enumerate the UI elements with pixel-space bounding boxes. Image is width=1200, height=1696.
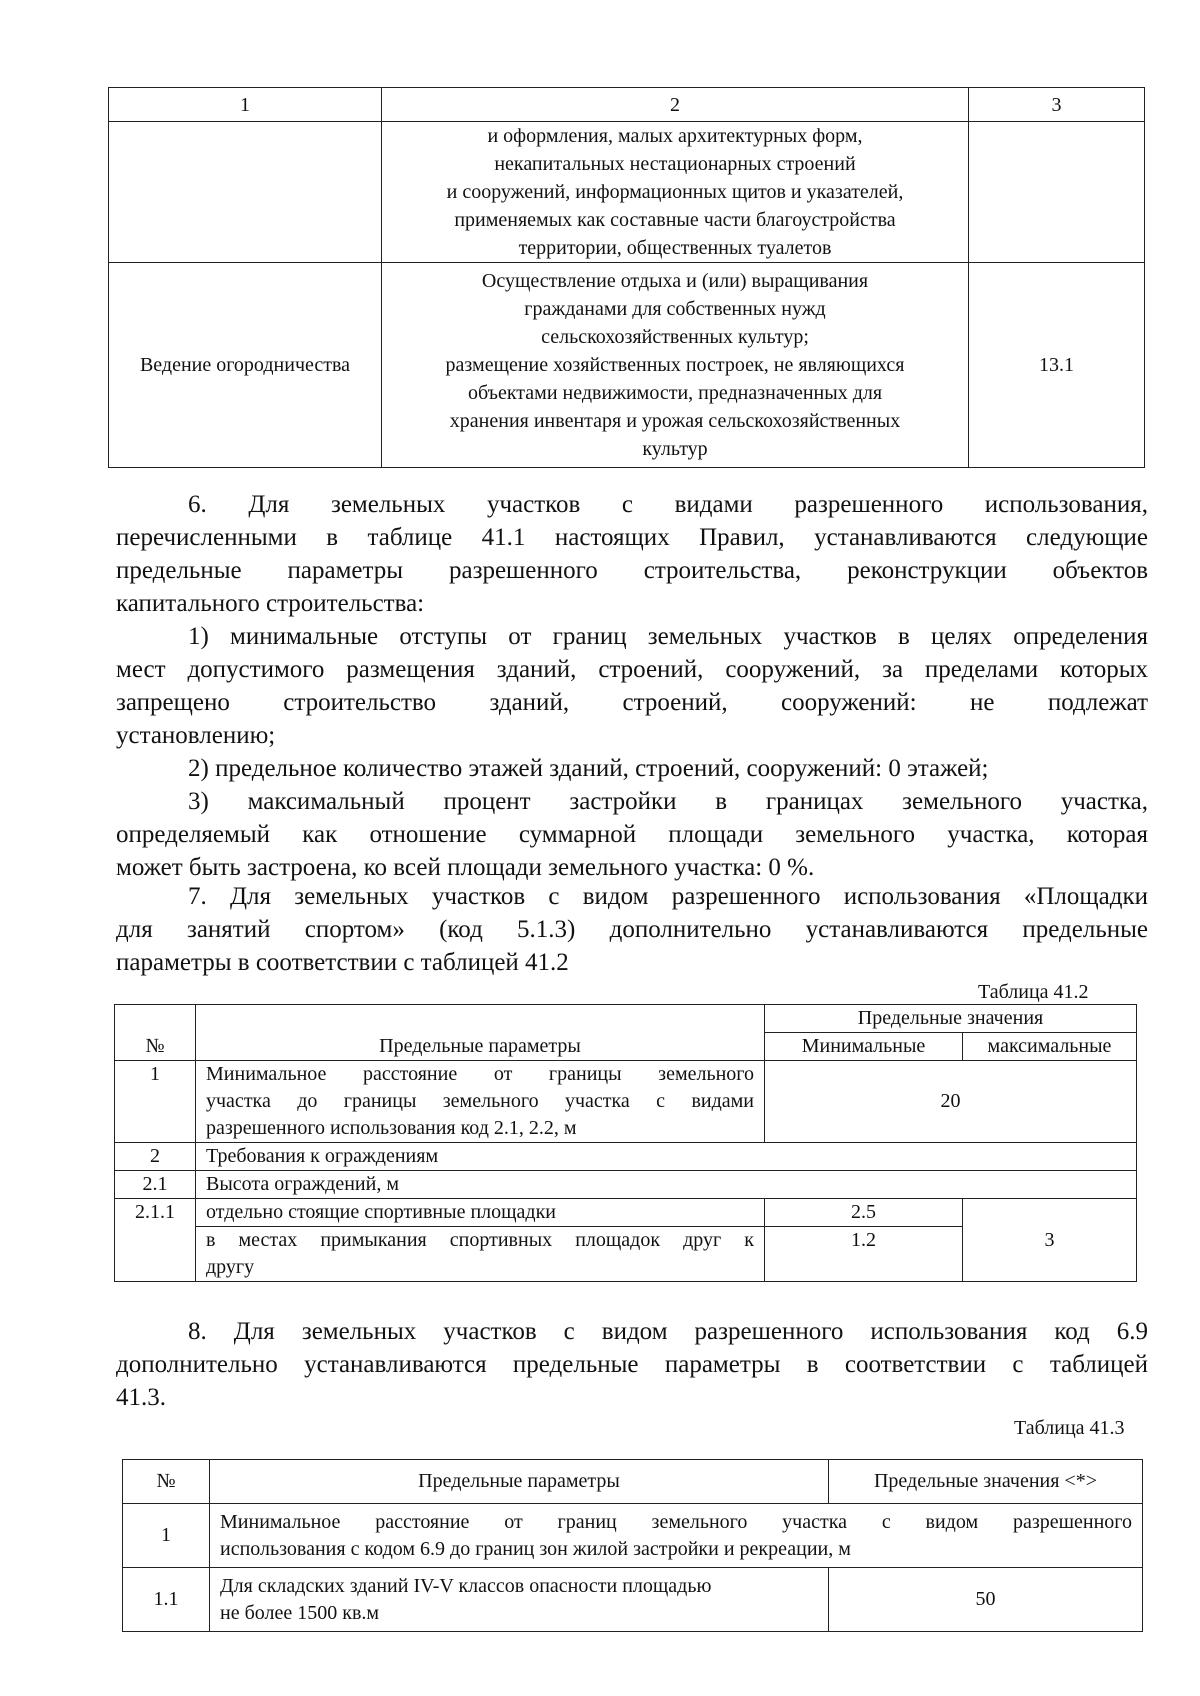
- description-line: гражданами для собственных нужд: [524, 298, 826, 320]
- paragraph-7: [116, 880, 1148, 979]
- header-col-1: 1: [109, 88, 382, 122]
- text-line: дополнительно устанавливаются предельные параметры в соответствии с таблицей: [116, 1351, 1148, 1378]
- description-line: и сооружений, информационных щитов и указателей,: [446, 181, 904, 203]
- description-line: применяемых как составные части благоустройства: [454, 209, 896, 231]
- row-num: 2.1.1: [115, 1199, 196, 1282]
- row-value: 20: [765, 1061, 1137, 1143]
- header-values: Предельные значения: [765, 1005, 1137, 1033]
- table-row: [123, 1568, 1143, 1632]
- header-num: №: [115, 1005, 196, 1061]
- row-max: 3: [963, 1199, 1137, 1282]
- text-line: предельные параметры разрешенного строительства, реконструкции объектов: [116, 557, 1148, 584]
- description-line: Осуществление отдыха и (или) выращивания: [481, 270, 869, 292]
- header-max: максимальные: [963, 1033, 1137, 1061]
- table-41-2: [114, 1004, 1137, 1282]
- item-2-line: 2) предельное количество этажей зданий, строений, сооружений: 0 этажей;: [188, 755, 989, 782]
- row-min: 1.2: [765, 1227, 963, 1282]
- item-1-line: запрещено строительство зданий, строений, сооружений: не подлежат: [116, 689, 1148, 716]
- row-min: 2.5: [765, 1199, 963, 1227]
- table-row: [115, 1199, 1137, 1227]
- header-col-3: 3: [969, 88, 1145, 122]
- header-params: Предельные параметры: [210, 1460, 829, 1504]
- table-row: [115, 1143, 1137, 1171]
- item-1-line: установлению;: [116, 722, 276, 749]
- table-header-row: [109, 88, 1145, 122]
- item-3-line: может быть застроена, ко всей площади земельного участка: 0 %.: [116, 854, 815, 881]
- table-row: [115, 1171, 1137, 1199]
- item-1-line: 1) минимальные отступы от границ земельных участков в целях определения: [188, 623, 1148, 650]
- text-line: 6. Для земельных участков с видами разрешенного использования,: [188, 491, 1148, 518]
- param-line: Минимальное расстояние от границ земельного участка с видом разрешенного: [220, 1510, 1132, 1533]
- description-line: культур: [642, 438, 708, 460]
- row-num: 2.1: [115, 1171, 196, 1199]
- cell-use-code: [969, 122, 1145, 263]
- text-line: 41.3.: [116, 1384, 166, 1411]
- table-row: [109, 122, 1145, 263]
- row-param: [196, 1061, 765, 1143]
- header-values: Предельные значения <*>: [829, 1460, 1143, 1504]
- description-line: объектами недвижимости, предназначенных для: [467, 382, 883, 404]
- table-41-3: [122, 1459, 1143, 1632]
- row-value: 50: [829, 1568, 1143, 1632]
- description-line: территории, общественных туалетов: [518, 237, 832, 259]
- param-line: не более 1500 кв.м: [220, 1601, 380, 1624]
- description-line: хранения инвентаря и урожая сельскохозяйственных: [449, 410, 901, 432]
- table-41-2-caption: Таблица 41.2: [978, 981, 1089, 1003]
- param-line: другу: [206, 1256, 255, 1278]
- table-41-3-caption: Таблица 41.3: [1014, 1417, 1125, 1439]
- text-line: 7. Для земельных участков с видом разрешенного использования «Площадки: [188, 883, 1148, 910]
- row-param: [210, 1504, 1143, 1568]
- header-num: №: [123, 1460, 210, 1504]
- row-param: Требования к ограждениям: [196, 1143, 1137, 1171]
- paragraph-6: [116, 488, 1148, 884]
- text-line: параметры в соответствии с таблицей 41.2: [116, 949, 569, 976]
- param-line: в местах примыкания спортивных площадок друг к: [206, 1229, 754, 1251]
- land-use-table-continued: [108, 87, 1145, 468]
- cell-use-name: [109, 122, 382, 263]
- param-line: участка до границы земельного участка с видами: [206, 1090, 754, 1112]
- table-header-row: [115, 1005, 1137, 1033]
- description-line: некапитальных нестационарных строений: [494, 153, 856, 175]
- table-row: [123, 1504, 1143, 1568]
- text-line: 8. Для земельных участков с видом разрешенного использования код 6.9: [188, 1318, 1148, 1345]
- text-line: для занятий спортом» (код 5.1.3) дополнительно устанавливаются предельные: [116, 916, 1148, 943]
- row-param: [210, 1568, 829, 1632]
- item-3-line: 3) максимальный процент застройки в границах земельного участка,: [188, 788, 1148, 815]
- cell-use-name: Ведение огородничества: [109, 263, 382, 468]
- table-header-row: [123, 1460, 1143, 1504]
- row-num: 1: [123, 1504, 210, 1568]
- row-num: 1.1: [123, 1568, 210, 1632]
- header-params: Предельные параметры: [196, 1005, 765, 1061]
- row-param: отдельно стоящие спортивные площадки: [196, 1199, 765, 1227]
- header-col-2: 2: [382, 88, 969, 122]
- description-line: сельскохозяйственных культур;: [541, 326, 809, 348]
- item-1-line: мест допустимого размещения зданий, строений, сооружений, за пределами которых: [116, 656, 1148, 683]
- header-min: Минимальные: [765, 1033, 963, 1061]
- param-line: Минимальное расстояние от границы земельного: [206, 1063, 754, 1085]
- row-param: [196, 1227, 765, 1282]
- row-param: Высота ограждений, м: [196, 1171, 1137, 1199]
- table-row: [115, 1061, 1137, 1143]
- paragraph-8: [116, 1315, 1148, 1414]
- text-line: капитального строительства:: [116, 590, 425, 617]
- row-num: 1: [115, 1061, 196, 1143]
- item-3-line: определяемый как отношение суммарной площади земельного участка, которая: [116, 821, 1148, 848]
- table-row: [109, 263, 1145, 468]
- description-line: и оформления, малых архитектурных форм,: [487, 125, 863, 147]
- param-line: Для складских зданий IV-V классов опасности площадью: [220, 1574, 712, 1597]
- param-line: использования с кодом 6.9 до границ зон жилой застройки и рекреации, м: [220, 1537, 851, 1560]
- cell-use-description: [382, 122, 969, 263]
- description-line: размещение хозяйственных построек, не являющихся: [445, 354, 905, 376]
- param-line: разрешенного использования код 2.1, 2.2, м: [206, 1117, 577, 1139]
- cell-use-description: [382, 263, 969, 468]
- text-line: перечисленными в таблице 41.1 настоящих Правил, устанавливаются следующие: [116, 524, 1148, 551]
- row-num: 2: [115, 1143, 196, 1171]
- cell-use-code: 13.1: [969, 263, 1145, 468]
